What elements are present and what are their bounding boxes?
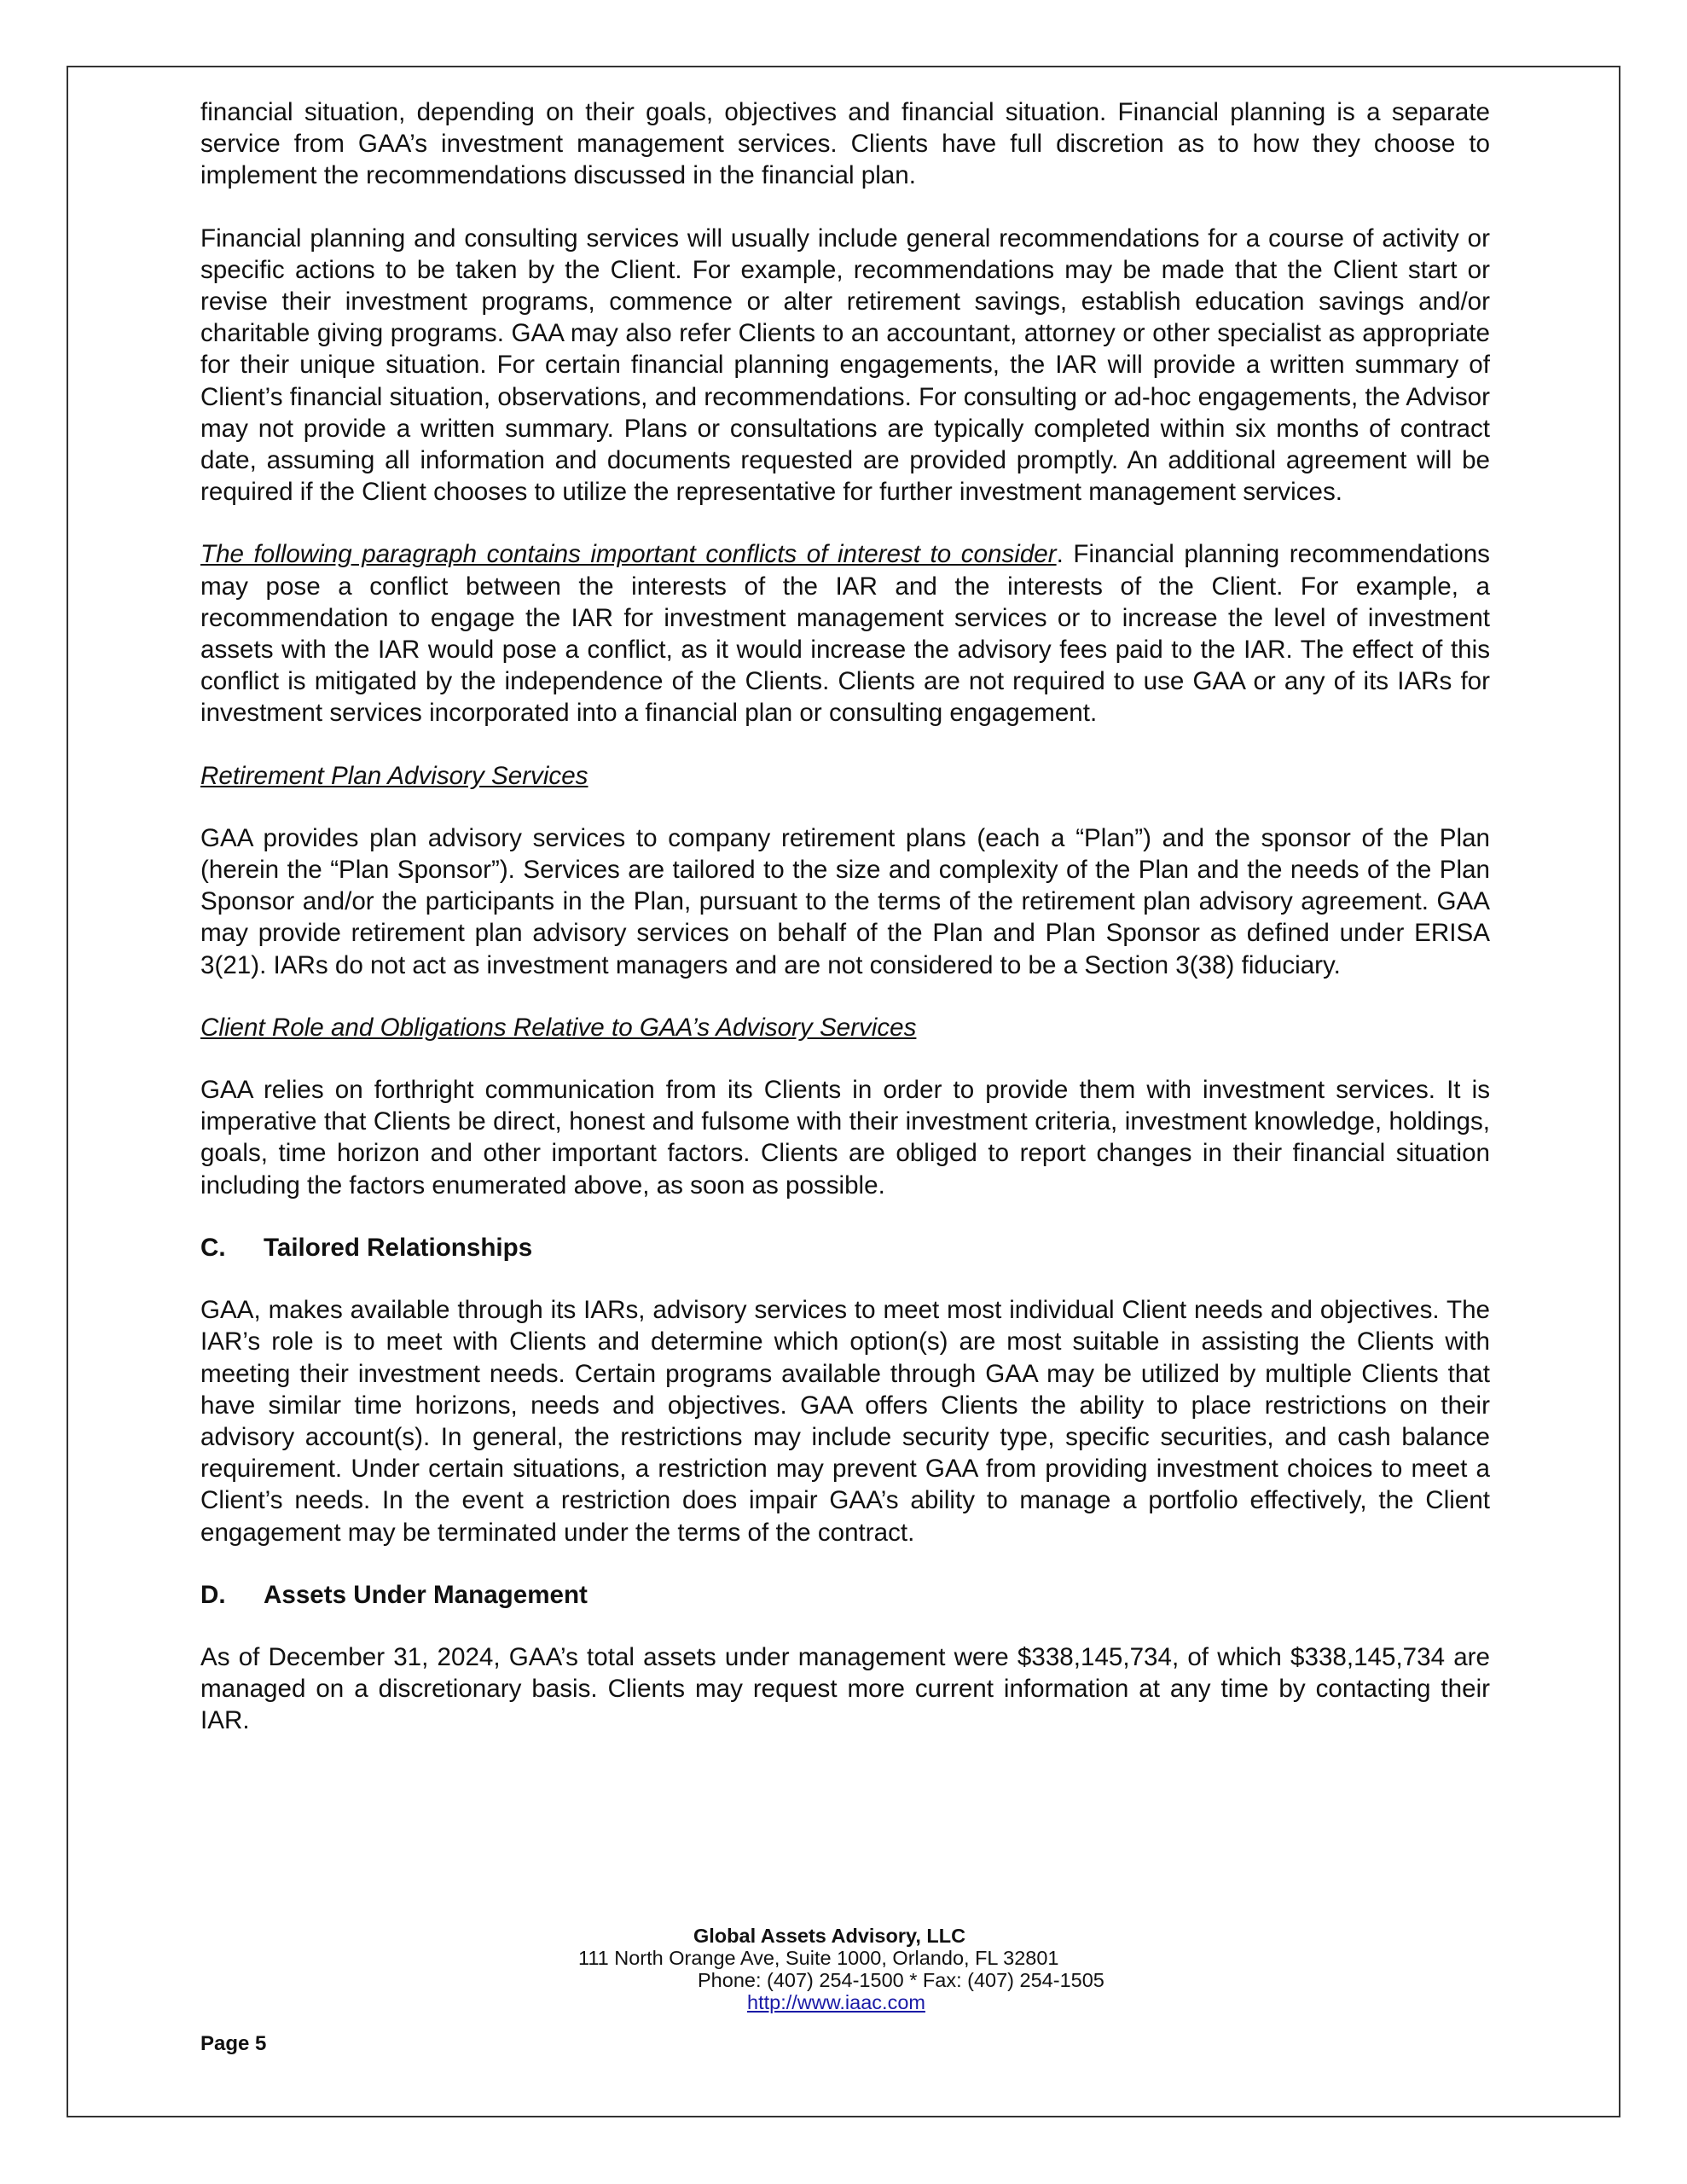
section-heading-tailored-relationships (200, 1232, 1490, 1263)
conflicts-of-interest-text: . Financial planning recommendations may pose a conflict between the interests of the IAR and the interests of the Client. For example, a recommendation to engage the IAR for investment management services or to increase the level of investment assets with the IAR would pose a conflict, as it would increase the advisory fees paid to the IAR. The effect of this conflict is mitigated by the independence of the Clients. Clients are not required to use GAA or any of its IARs for investment services incorporated into a financial plan or consulting engagement. (200, 540, 1490, 728)
footer-company-name: Global Assets Advisory, LLC (693, 1925, 966, 1947)
paragraph-client-obligations: GAA relies on forthright communication from its Clients in order to provide them with investment services. It is imperative that Clients be direct, honest and fulsome with their investment criteria, investment knowledge, holdings, goals, time horizon and other important factors. Clients are obliged to report changes in their financial situation including the factors enumerated above, as soon as possible. (200, 1076, 1490, 1199)
paragraph-tailored-relationships: GAA, makes available through its IARs, advisory services to meet most individual Client needs and objectives. The IAR’s role is to meet with Clients and determine which option(s) are most suitable in assisting the Clients with meeting their investment needs. Certain programs available through GAA may be utilized by multiple Clients that have similar time horizons, needs and objectives. GAA offers Clients the ability to place restrictions on their advisory account(s). In general, the restrictions may include security type, specific securities, and cash balance requirement. Under certain situations, a restriction may prevent GAA from providing investment choices to meet a Client’s needs. In the event a restriction does impair GAA’s ability to manage a portfolio effectively, the Client engagement may be terminated under the terms of the contract. (200, 1296, 1490, 1547)
document-body (200, 96, 1490, 1768)
section-title: Tailored Relationships (264, 1233, 533, 1262)
retirement-plan-heading: Retirement Plan Advisory Services (200, 761, 588, 790)
paragraph-financial-planning-services: Financial planning and consulting services will usually include general recommendations for a course of activity or specific actions to be taken by the Client. For example, recommendations may be made that the Client start or revise their investment programs, commence or alter retirement savings, establish education savings and/or charitable giving programs. GAA may also refer Clients to an accountant, attorney or other specialist as appropriate for their unique situation. For certain financial planning engagements, the IAR will provide a written summary of Client’s financial situation, observations, and recommendations. For consulting or ad-hoc engagements, the Advisor may not provide a written summary. Plans or consultations are typically completed within six months of contract date, assuming all information and documents requested are provided promptly. An additional agreement will be required if the Client chooses to utilize the representative for further investment management services. (200, 224, 1490, 507)
footer-address: 111 North Orange Ave, Suite 1000, Orlando, FL 32801 (578, 1947, 1059, 1969)
section-title: Assets Under Management (264, 1580, 588, 1609)
section-letter: C. (200, 1233, 226, 1262)
section-heading-assets-under-management (200, 1579, 1490, 1611)
page-number: Page 5 (200, 2032, 267, 2055)
footer-phone-fax: Phone: (407) 254-1500 * Fax: (407) 254-1505 (698, 1969, 1104, 1991)
paragraph-financial-planning-intro: financial situation, depending on their goals, objectives and financial situation. Financial planning is a separate service from GAA’s investment management services. Clients have full discretion as to how they choose to implement the recommendations discussed in the financial plan. (200, 98, 1490, 190)
footer-website-link[interactable]: http://www.iaac.com (747, 1991, 925, 2013)
paragraph-assets-under-management: As of December 31, 2024, GAA’s total assets under management were $338,145,734, of which $338,145,734 are managed on a discretionary basis. Clients may request more current information at any time by contacting their IAR. (200, 1642, 1490, 1735)
paragraph-conflicts-of-interest (200, 538, 1490, 729)
section-letter: D. (200, 1580, 226, 1609)
conflicts-of-interest-lead: The following paragraph contains important conflicts of interest to consider (200, 540, 1057, 569)
paragraph-retirement-plan-services: GAA provides plan advisory services to company retirement plans (each a “Plan”) and the sponsor of the Plan (herein the “Plan Sponsor”). Services are tailored to the size and complexity of the Plan and the needs of the Plan Sponsor and/or the participants in the Plan, pursuant to the terms of the retirement plan advisory agreement. GAA may provide retirement plan advisory services on behalf of the Plan and Plan Sponsor as defined under ERISA 3(21). IARs do not act as investment managers and are not considered to be a Section 3(38) fiduciary. (200, 823, 1490, 979)
client-role-heading: Client Role and Obligations Relative to GAA’s Advisory Services (200, 1013, 917, 1042)
